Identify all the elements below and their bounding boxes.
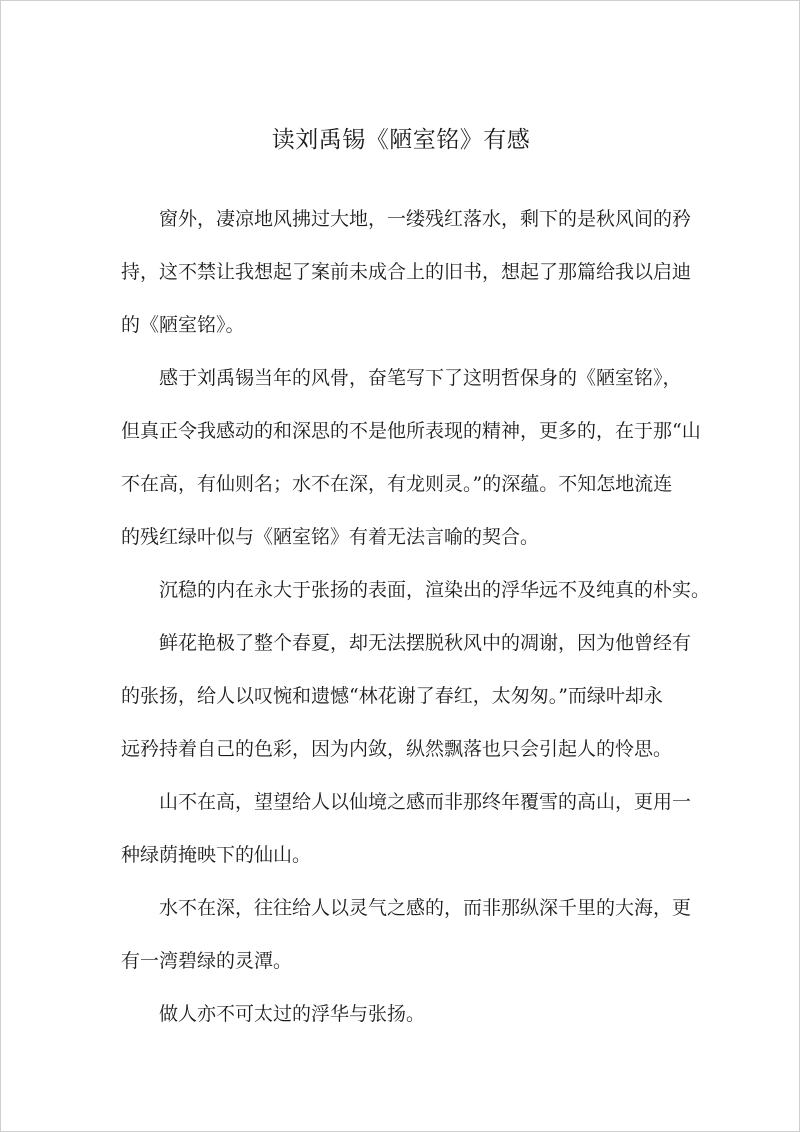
- paragraph-line: 沉稳的内在永大于张扬的表面，渲染出的浮华远不及纯真的朴实。: [159, 579, 711, 601]
- paragraph-6: [121, 882, 692, 988]
- paragraph-line: 但真正令我感动的和深思的不是他所表现的精神，更多的，在于那“山: [121, 420, 701, 442]
- paragraph-4: [121, 617, 692, 776]
- paragraph-2: [121, 352, 701, 564]
- paragraph-line: 的残红绿叶似与《陋室铭》有着无法言喻的契合。: [121, 526, 540, 548]
- paragraph-line: 不在高，有仙则名；水不在深，有龙则灵。”的深蕴。不知怎地流连: [121, 473, 673, 495]
- paragraph-line: 鲜花艳极了整个春夏，却无法摆脱秋风中的凋谢，因为他曾经有: [159, 632, 692, 654]
- paragraph-line: 感于刘禹锡当年的风骨，奋笔写下了这明哲保身的《陋室铭》，: [159, 367, 682, 389]
- paragraph-line: 有一湾碧绿的灵潭。: [121, 950, 293, 972]
- paragraph-line: 的张扬，给人以叹惋和遗憾“林花谢了春红，太匆匆。”而绿叶却永: [121, 685, 663, 707]
- paragraph-line: 窗外，凄凉地风拂过大地，一缕残红落水，剩下的是秋风间的矜: [159, 208, 692, 230]
- paragraph-3: [121, 564, 711, 617]
- paragraph-7: [121, 988, 683, 1041]
- paragraph-line: 持，这不禁让我想起了案前未成合上的旧书，想起了那篇给我以启迪: [121, 261, 692, 283]
- document-title: 读刘禹锡《陋室铭》有感: [271, 127, 531, 153]
- paragraph-5: [121, 776, 692, 882]
- paragraph-line: 的《陋室铭》。: [121, 314, 245, 336]
- paragraph-line: 远矜持着自己的色彩，因为内敛，纵然飘落也只会引起人的怜思。: [121, 738, 673, 760]
- paragraph-line: 做人亦不可太过的浮华与张扬。: [159, 1003, 426, 1025]
- paragraph-1: [121, 193, 692, 352]
- document-body: [121, 193, 711, 1041]
- paragraph-line: 水不在深，往往给人以灵气之感的，而非那纵深千里的大海，更: [159, 897, 692, 919]
- paragraph-line: 山不在高，望望给人以仙境之感而非那终年覆雪的高山，更用一: [159, 791, 692, 813]
- paragraph-line: 种绿荫掩映下的仙山。: [121, 844, 312, 866]
